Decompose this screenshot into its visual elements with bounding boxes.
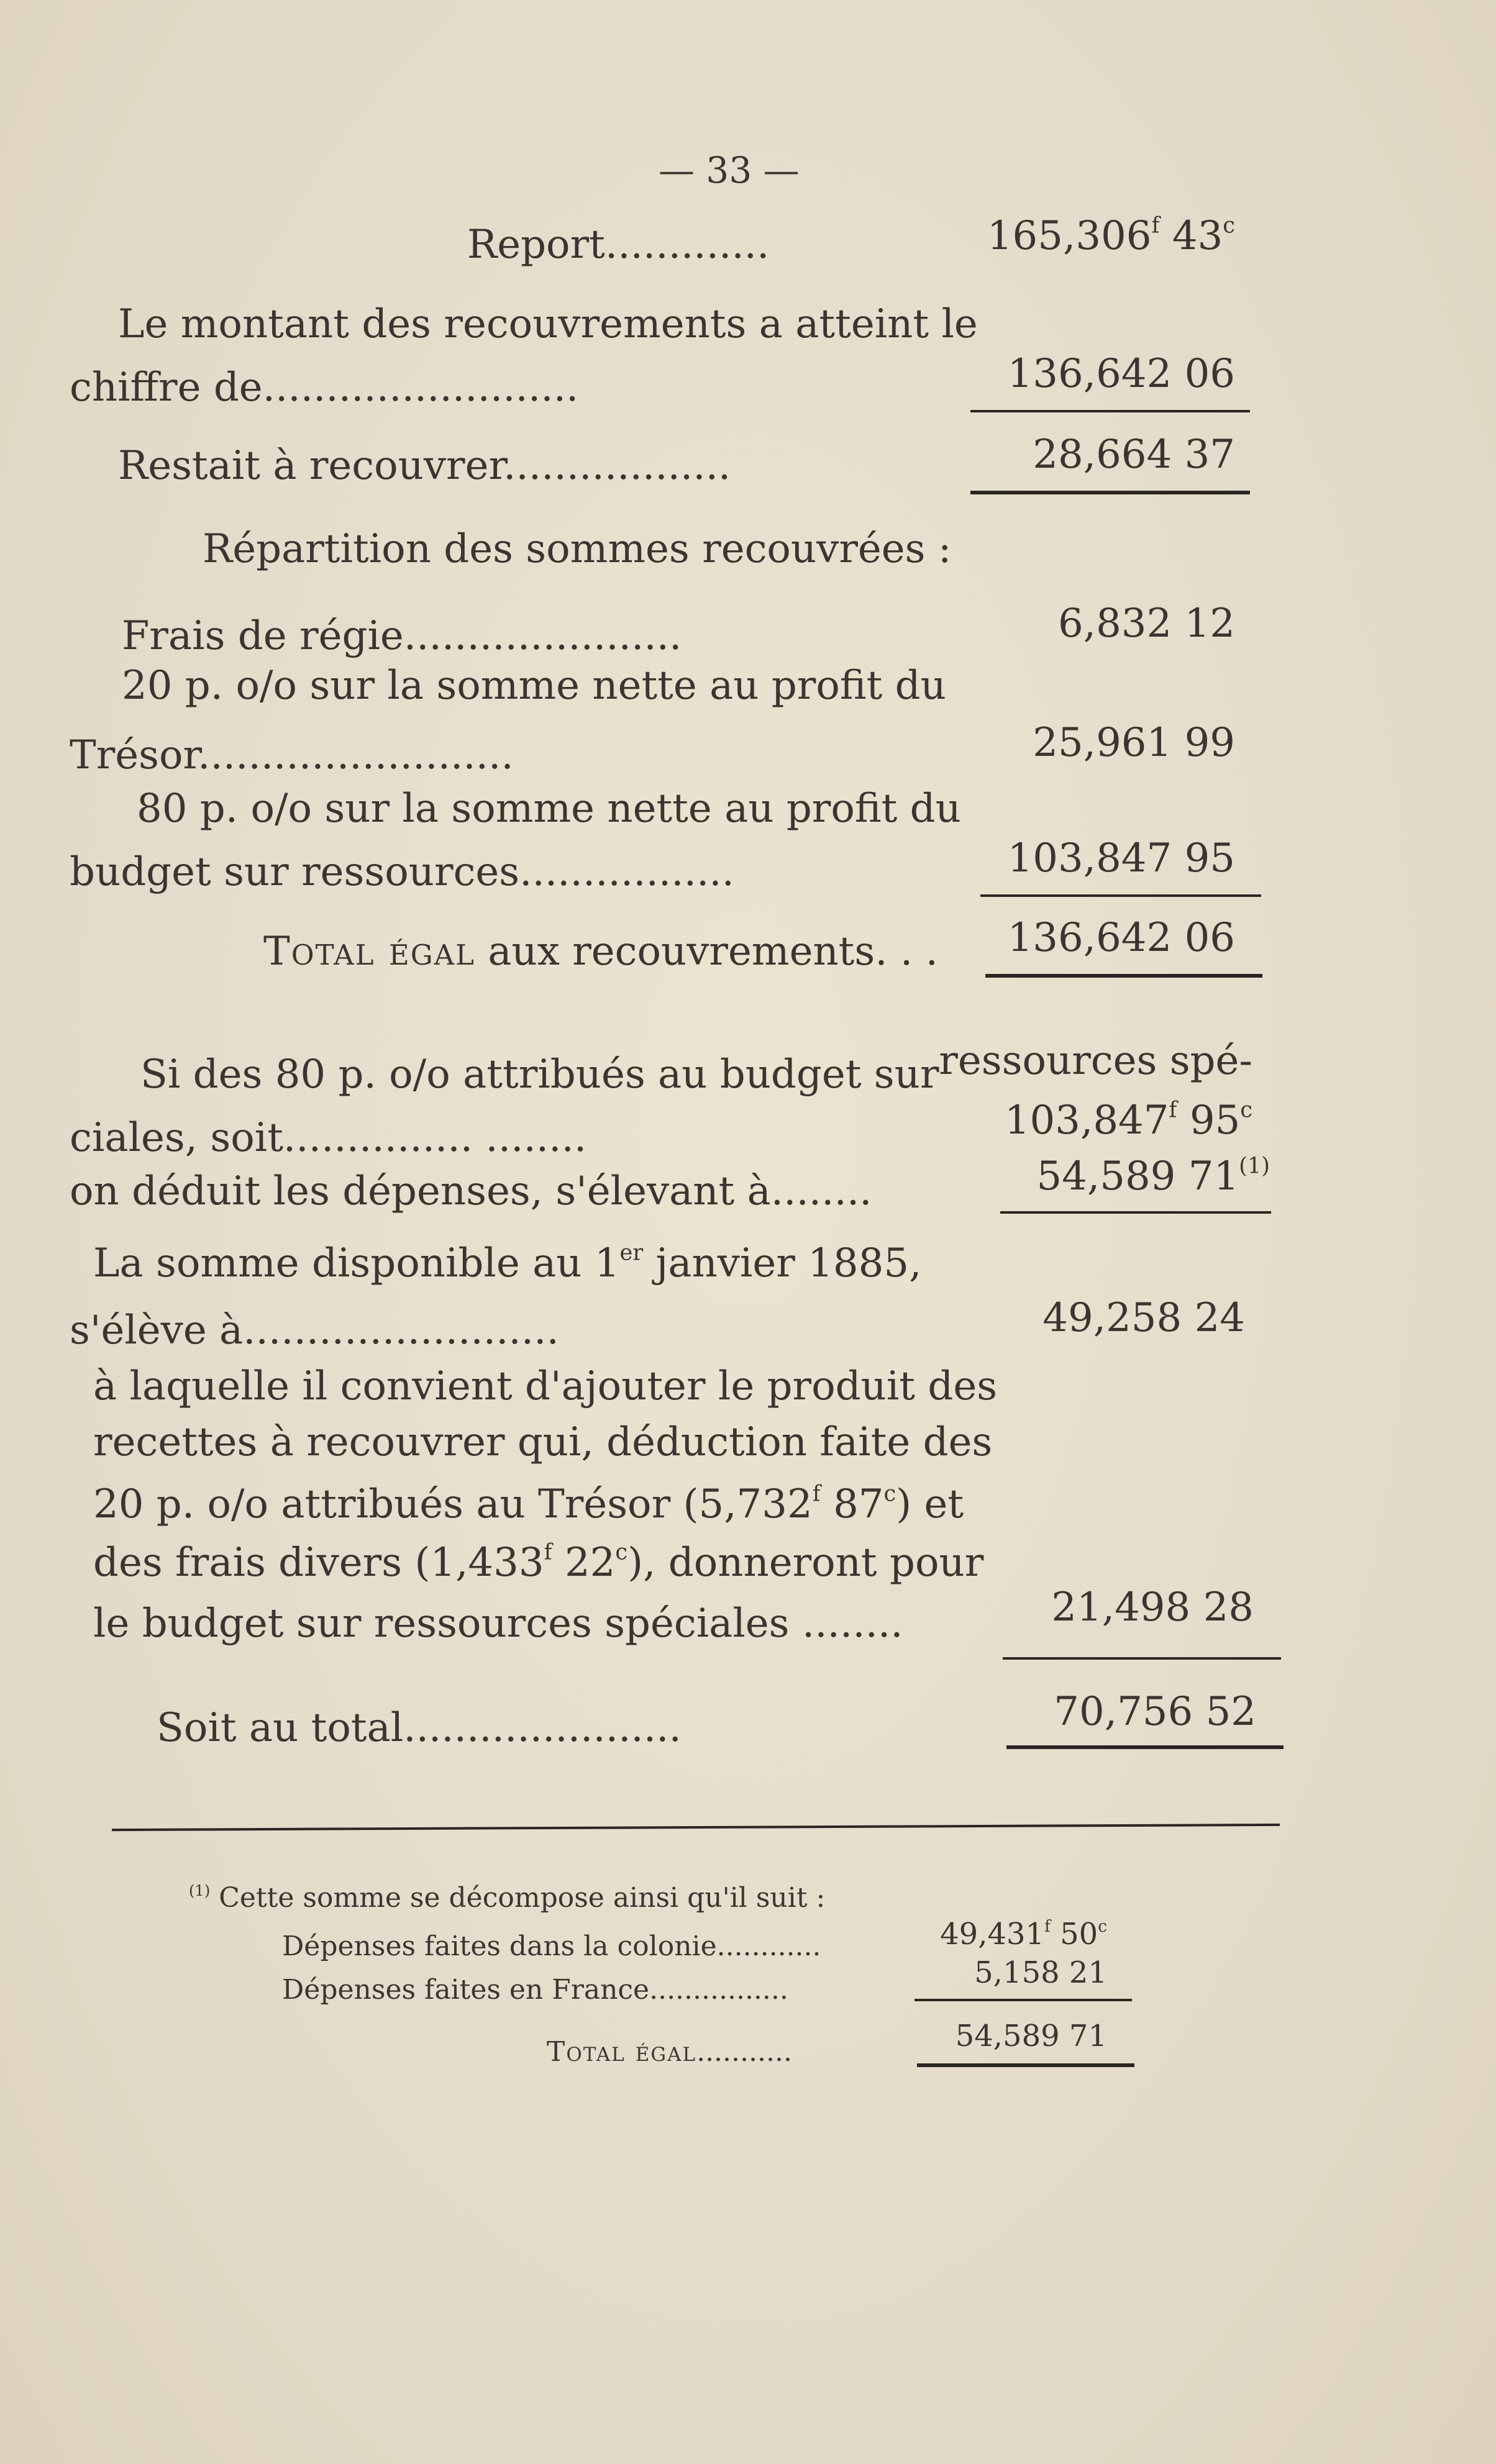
si-des-line-1: Si des 80 p. o/o attribués au budget sur: [140, 1052, 939, 1098]
depenses-amount: 54,589 71$^{(1)}$: [1036, 1153, 1270, 1199]
tresor-line-2: Trésor.........................: [70, 732, 514, 778]
depenses-label: on déduit les dépenses, s'élevant à........: [70, 1168, 872, 1214]
si-des-line-2: ciales, soit............... ........: [70, 1115, 587, 1161]
budget-amount: 103,847 95: [1007, 835, 1235, 881]
frais-amount: 6,832 12: [1058, 601, 1235, 647]
recouvrements-amount: 136,642 06: [1007, 351, 1235, 397]
disponible-amount: 49,258 24: [1042, 1295, 1245, 1341]
footnote-row-1-label: Dépenses faites dans la colonie............: [282, 1930, 821, 1962]
report-amount: 165,306$^f$ 43$^c$: [987, 212, 1235, 259]
disponible-line-2: s'élève à.........................: [70, 1307, 559, 1353]
repartition-heading: Répartition des sommes recouvrées :: [203, 526, 952, 572]
budget-line-1: 80 p. o/o sur la somme nette au profit du: [137, 786, 961, 832]
rule-under-restait: [970, 491, 1250, 494]
disponible-line-1: La somme disponible au 1er janvier 1885,: [93, 1240, 922, 1286]
ajouter-line-5: le budget sur ressources spéciales ........: [93, 1601, 903, 1647]
ajouter-amount: 21,498 28: [1051, 1584, 1254, 1630]
ajouter-line-3: 20 p. o/o attribués au Trésor (5,732$^f$ 87$^c$) et: [93, 1481, 964, 1527]
page-number: — 33 —: [659, 149, 800, 191]
rule-under-budget: [980, 894, 1261, 897]
budget-line-2: budget sur ressources.................: [70, 849, 734, 895]
si-des-line-1-right: ressources spé-: [939, 1038, 1252, 1084]
total-egal-amount: 136,642 06: [1007, 915, 1235, 961]
footnote-total-label: Total égal...........: [547, 2036, 792, 2068]
rule-under-ajouter: [1003, 1657, 1281, 1660]
recouvrements-line-2: chiffre de.........................: [70, 365, 579, 411]
soit-total-label: Soit au total......................: [157, 1705, 682, 1751]
rule-under-depenses: [1000, 1211, 1271, 1214]
footnote-rule-1: [914, 1999, 1132, 2001]
restait-label: Restait à recouvrer..................: [118, 443, 731, 489]
report-label: Report.............: [467, 222, 770, 268]
total-egal-label: Total égal aux recouvrements. . .: [263, 929, 938, 975]
footnote-total-amount: 54,589 71: [955, 2019, 1107, 2053]
frais-label: Frais de régie......................: [122, 613, 682, 659]
footnote-row-2-amount: 5,158 21: [974, 1955, 1107, 1990]
ajouter-line-4: des frais divers (1,433$^f$ 22$^c$), donneront pour: [93, 1539, 984, 1586]
restait-amount: 28,664 37: [1033, 432, 1235, 478]
recouvrements-line-1: Le montant des recouvrements a atteint le: [118, 301, 978, 347]
footnote-row-2-label: Dépenses faites en France................: [282, 1974, 788, 2006]
rule-under-total: [985, 974, 1262, 978]
footnote-separator: [112, 1824, 1280, 1831]
si-des-amount: 103,847$^f$ 95$^c$: [1004, 1097, 1252, 1143]
ajouter-line-1: à laquelle il convient d'ajouter le produit des: [93, 1363, 998, 1409]
rule-under-soit-total: [1006, 1745, 1284, 1749]
soit-total-amount: 70,756 52: [1054, 1689, 1256, 1735]
tresor-amount: 25,961 99: [1033, 720, 1235, 766]
tresor-line-1: 20 p. o/o sur la somme nette au profit du: [122, 663, 946, 709]
footnote-intro: $^{(1)}$ Cette somme se décompose ainsi qu'il suit :: [189, 1881, 826, 1914]
footnote-row-1-amount: 49,431$^f$ 50$^c$: [940, 1917, 1107, 1952]
rule-under-recouvrements: [970, 410, 1250, 412]
footnote-rule-2: [917, 2063, 1134, 2067]
ajouter-line-2: recettes à recouvrer qui, déduction faite des: [93, 1419, 993, 1465]
